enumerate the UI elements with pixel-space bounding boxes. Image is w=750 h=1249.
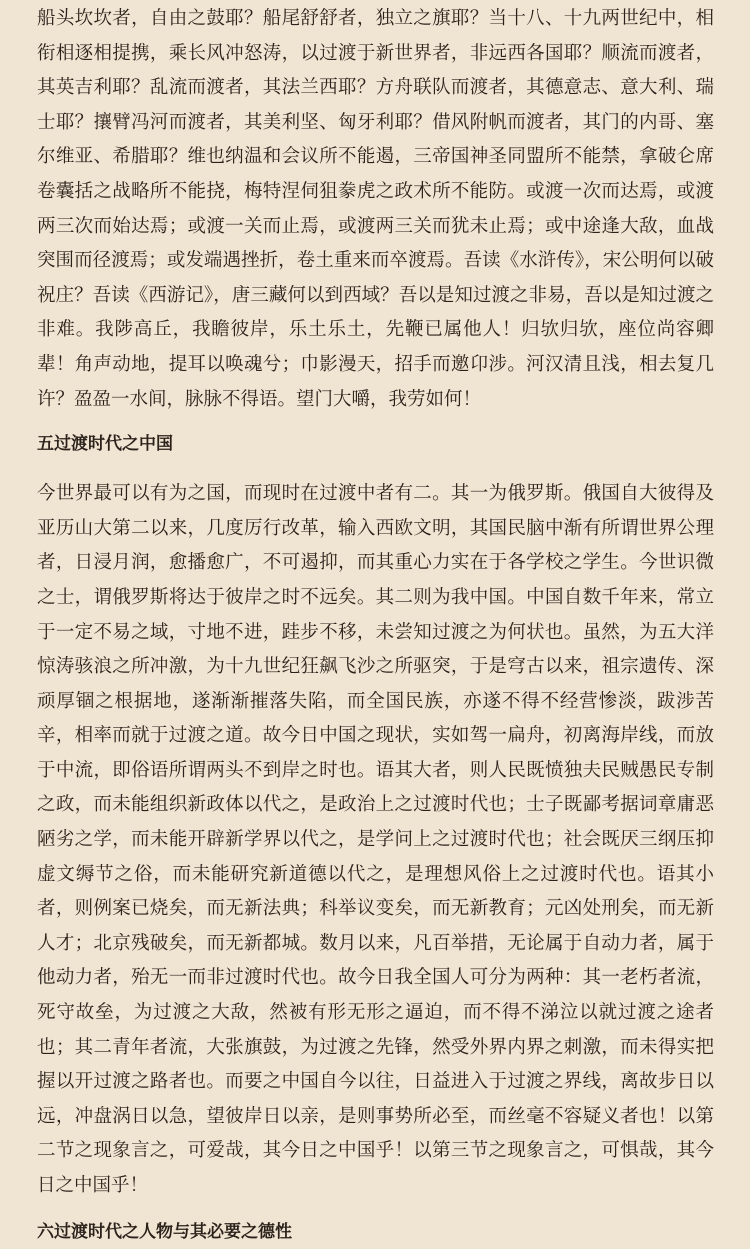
- paragraph-2: 今世界最可以有为之国，而现时在过渡中者有二。其一为俄罗斯。俄国自大彼得及亚历山大第二以来，几度厉行改革，输入西欧文明，其国民脑中渐有所谓世界公理者，日浸月润，愈播愈广，不可遏抑，而其重心力实在于各学校之学生。今世识微之士，谓俄罗斯将达于彼岸之时不远矣。其二则为我中国。中国自数千年来，常立于一定不易之域，寸地不进，跬步不移，未尝知过渡之为何状也。虽然，为五大洋惊涛骇浪之所冲激，为十九世纪狂飙飞沙之所驱突，于是穹古以来，祖宗遗传、深顽厚锢之根据地，遂渐渐摧落失陷，而全国民族，亦遂不得不经营惨淡，跋涉苦辛，相率而就于过渡之道。故今日中国之现状，实如驾一扁舟，初离海岸线，而放于中流，即俗语所谓两头不到岸之时也。语其大者，则人民既愤独夫民贼愚民专制之政，而未能组织新政体以代之，是政治上之过渡时代也；士子既鄙考据词章庸恶陋劣之学，而未能开辟新学界以代之，是学问上之过渡时代也；社会既厌三纲压抑虚文缛节之俗，而未能研究新道德以代之，是理想风俗上之过渡时代也。语其小者，则例案已烧矣，而无新法典；科举议变矣，而无新教育；元凶处刑矣，而无新人才；北京残破矣，而无新都城。数月以来，凡百举措，无论属于自动力者，属于他动力者，殆无一而非过渡时代也。故今日我全国人可分为两种：其一老朽者流，死守故垒，为过渡之大敌，然被有形无形之逼迫，而不得不涕泣以就过渡之途者也；其二青年者流，大张旗鼓，为过渡之先锋，然受外界内界之刺激，而未得实把握以开过渡之路者也。而要之中国自今以往，日益进入于过渡之界线，离故步日以远，冲盘涡日以急，望彼岸日以亲，是则事势所必至，而丝毫不容疑义者也！以第二节之现象言之，可爱哉，其今日之中国乎！以第三节之现象言之，可惧哉，其今日之中国乎！: [37, 483, 714, 1196]
- section-heading-6: 六过渡时代之人物与其必要之德性: [37, 1221, 292, 1242]
- section-heading-5: 五过渡时代之中国: [37, 434, 173, 455]
- paragraph-1: 船头坎坎者，自由之鼓耶？船尾舒舒者，独立之旗耶？当十八、十九两世纪中，相衔相逐相提携，乘长风冲怒涛，以过渡于新世界者，非远西各国耶？顺流而渡者，其英吉利耶？乱流而渡者，其法兰西耶？方舟联队而渡者，其德意志、意大利、瑞士耶？攘臂冯河而渡者，其美利坚、匈牙利耶？借风附帆而渡者，其门的内哥、塞尔维亚、希腊耶？维也纳温和会议所不能遏，三帝国神圣同盟所不能禁，拿破仑席卷囊括之战略所不能挠，梅特涅伺狙豢虎之政术所不能防。或渡一次而达焉，或渡两三次而始达焉；或渡一关而止焉，或渡两三关而犹未止焉；或中途逢大敌，血战突围而径渡焉；或发端遇挫折，卷土重来而卒渡焉。吾读《水浒传》，宋公明何以破祝庄？吾读《西游记》，唐三藏何以到西域？吾以是知过渡之非易，吾以是知过渡之非难。我陟高丘，我瞻彼岸，乐土乐土，先鞭已属他人！归欤归欤，座位尚容卿辈！角声动地，提耳以唤魂兮；巾影漫天，招手而邀卬涉。河汉清且浅，相去复几许？盈盈一水间，脉脉不得语。望门大嚼，我劳如何！: [37, 8, 714, 410]
